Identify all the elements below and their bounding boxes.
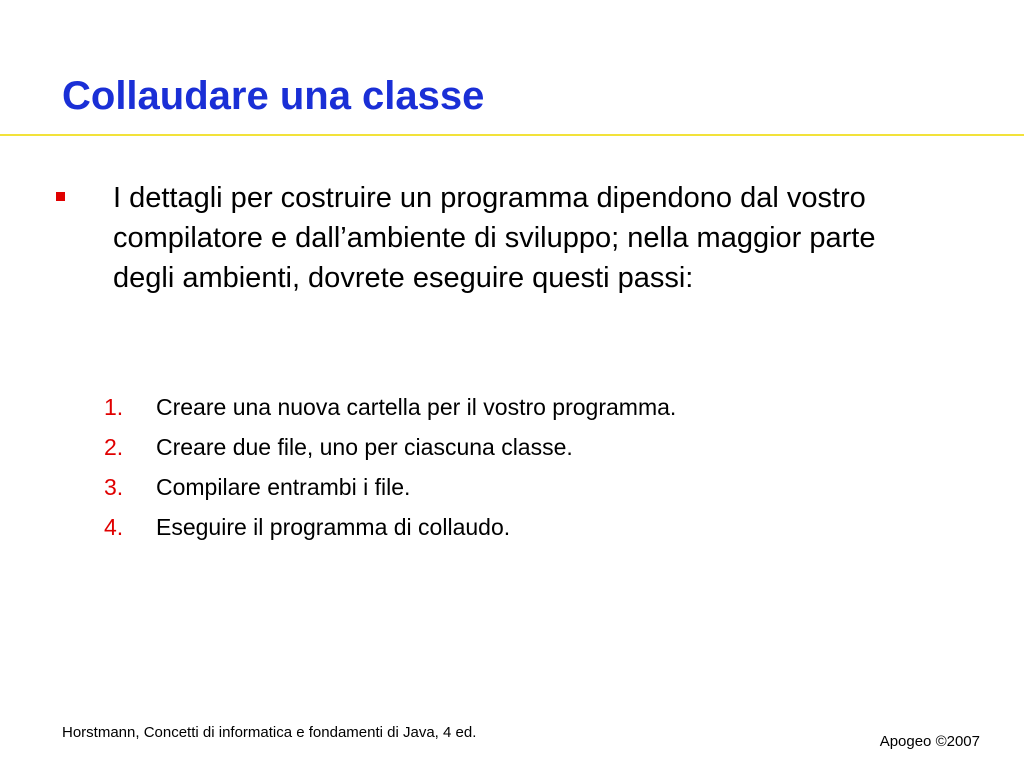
slide-title: Collaudare una classe [62,74,485,118]
main-bullet [56,178,936,298]
step-number: 2. [104,434,124,460]
step-number: 4. [104,514,124,540]
step-text: Creare una nuova cartella per il vostro programma. [156,394,677,420]
footer-citation: Horstmann, Concetti di informatica e fondamenti di Java, 4 ed. [62,724,477,741]
step-text: Eseguire il programma di collaudo. [156,514,511,540]
step-number: 3. [104,474,124,500]
step-text: Creare due file, uno per ciascuna classe. [156,434,573,460]
footer-copyright: Apogeo ©2007 [879,733,980,750]
step-number: 1. [104,394,124,420]
square-bullet-icon [56,192,65,201]
step-text: Compilare entrambi i file. [156,474,411,500]
bullet-text: I dettagli per costruire un programma dipendono dal vostro compilatore e dall’ambiente di sviluppo; nella maggior parte degli ambienti, dovrete eseguire questi passi: [113,182,876,294]
title-divider [0,134,1024,136]
